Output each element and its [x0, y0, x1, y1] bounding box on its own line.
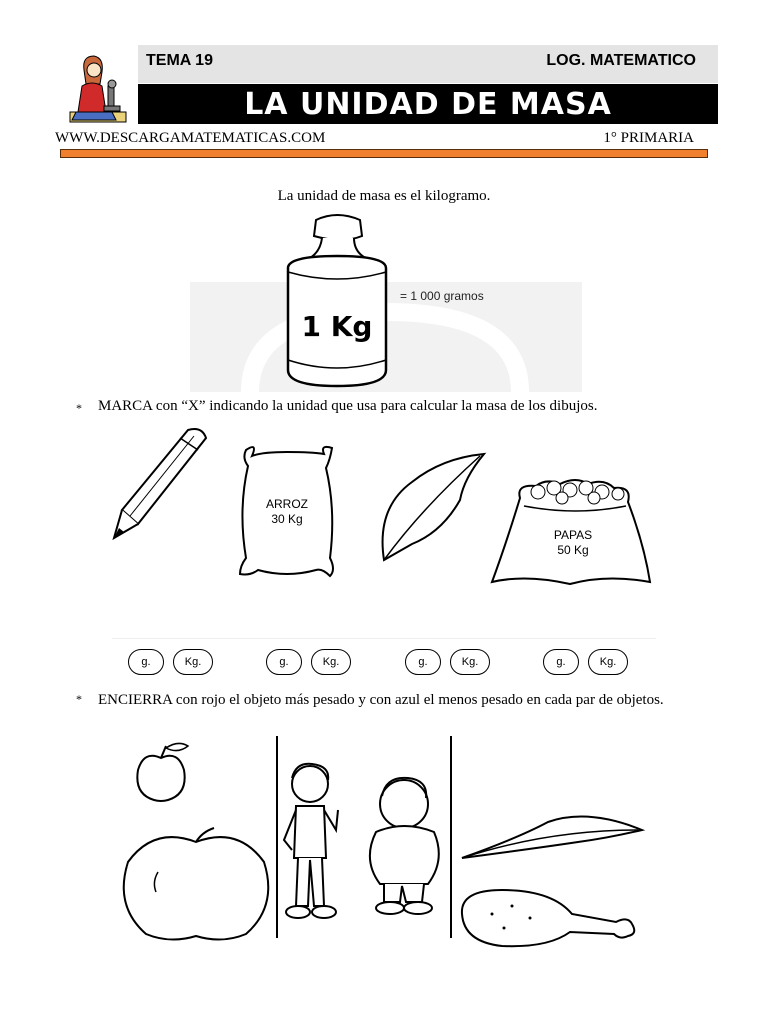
big-apple-drawing[interactable] — [118, 822, 274, 944]
chicken-leg-drawing[interactable] — [452, 884, 642, 950]
kilogram-weight-icon — [282, 210, 392, 390]
equivalence-text: = 1 000 gramos — [400, 289, 484, 303]
rice-label-line1: ARROZ — [266, 497, 308, 511]
pencil-drawing — [110, 424, 210, 544]
option-leaf-grams[interactable]: g. — [405, 649, 441, 675]
intro-text: La unidad de masa es el kilogramo. — [277, 188, 491, 204]
rice-label-line2: 30 Kg — [271, 512, 303, 526]
subject-area: LOG. MATEMATICO — [546, 52, 696, 69]
grade-label: 1° PRIMARIA — [603, 130, 694, 146]
topic-number: TEMA 19 — [146, 52, 213, 69]
weight-label: 1 Kg — [301, 310, 373, 343]
option-leaf-kilograms[interactable]: Kg. — [450, 649, 490, 675]
option-pencil-grams[interactable]: g. — [128, 649, 164, 675]
option-potato-kilograms[interactable]: Kg. — [588, 649, 628, 675]
option-pencil-kilograms[interactable]: Kg. — [173, 649, 213, 675]
chubby-boy-drawing[interactable] — [356, 770, 448, 916]
page-title — [138, 84, 718, 124]
thin-boy-drawing[interactable] — [280, 760, 350, 922]
pair-divider-1 — [276, 736, 278, 938]
exercise-2-instruction: ENCIERRA con rojo el objeto más pesado y con azul el menos pesado en cada par de objetos. — [98, 692, 664, 708]
feather-drawing[interactable] — [458, 808, 648, 864]
teacher-microscope-illustration — [62, 50, 134, 130]
bullet-1: * — [76, 401, 82, 415]
website-link[interactable]: WWW.DESCARGAMATEMATICAS.COM — [55, 130, 326, 146]
leaf-drawing — [372, 448, 488, 568]
option-potato-grams[interactable]: g. — [543, 649, 579, 675]
potato-label-line2: 50 Kg — [557, 543, 589, 557]
page-title-text: LA UNIDAD DE MASA — [244, 86, 612, 122]
option-rice-grams[interactable]: g. — [266, 649, 302, 675]
option-rice-kilograms[interactable]: Kg. — [311, 649, 351, 675]
exercise-1-instruction: MARCA con “X” indicando la unidad que usa para calcular la masa de los dibujos. — [98, 398, 598, 414]
header-divider — [60, 149, 708, 158]
bullet-2: * — [76, 692, 82, 706]
small-apple-drawing[interactable] — [128, 740, 194, 806]
potato-label-line1: PAPAS — [553, 528, 593, 542]
